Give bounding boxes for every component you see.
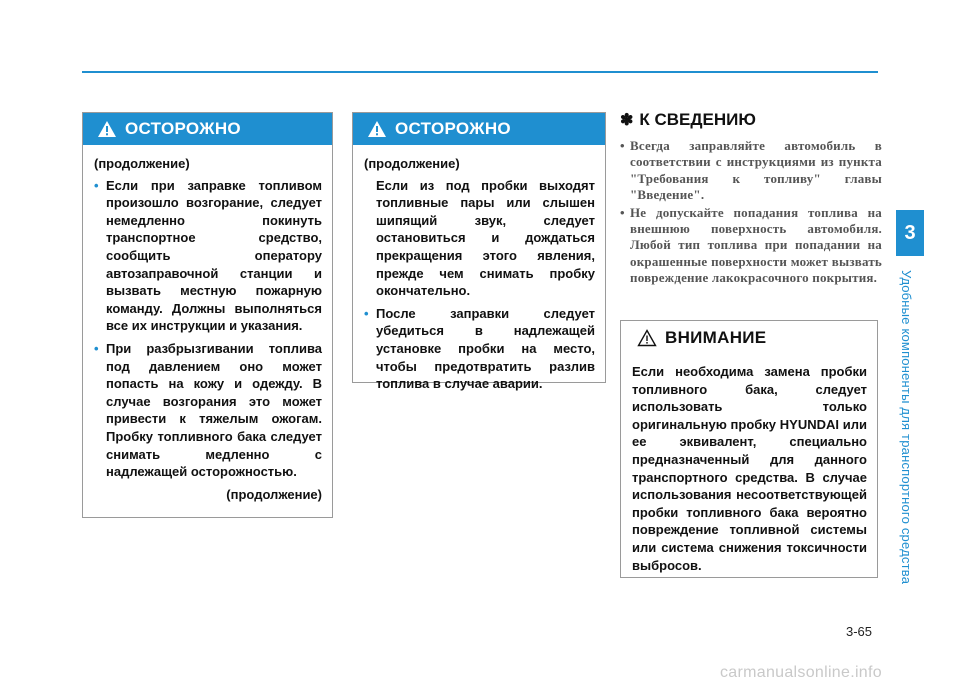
caution-2-continuation: Если из под пробки выходят топливные пары или слышен шипящий звук, следует остановиться и дождаться прекращения этого явления, прежде чем снимать пробку окончательно. — [376, 177, 595, 299]
notice-bullet-1: • Всегда заправляйте автомобиль в соответствии с инструкциями из пункта "Требования к топливу" главы "Введение". — [620, 138, 882, 204]
notice-bullet-2: • Не допускайте попадания топлива на внешнюю поверхность автомобиля. Любой тип топлива при попадании на окрашенные поверхности может вызвать повреждение лакокрасочного покрытия. — [620, 205, 882, 287]
notice-title: К СВЕДЕНИЮ — [639, 110, 756, 129]
caution-box-2-heading: ОСТОРОЖНО — [395, 119, 511, 138]
page-number: 3-65 — [846, 624, 873, 639]
caution-box-1 — [82, 112, 333, 518]
caution-box-2-header — [353, 113, 605, 145]
warning-triangle-icon — [367, 120, 387, 138]
warning-triangle-icon — [97, 120, 117, 138]
chapter-title: Удобные компоненты для транспортного средства — [899, 270, 914, 585]
top-rule — [82, 71, 878, 73]
caution-1-bullet-1: • Если при заправке топливом произошло возгорание, следует немедленно покинуть транспортное средство, сообщить оператору автозаправочной станции и вызвать местную пожарную команду. Должны выполняться все их инструкции и указания. — [94, 177, 322, 335]
watermark: carmanualsonline.info — [720, 664, 882, 681]
continued-label: (продолжение) — [94, 156, 190, 171]
notice-section — [620, 110, 882, 288]
continued-label: (продолжение) — [364, 156, 460, 171]
continued-label-bottom: (продолжение) — [226, 486, 322, 502]
attention-text: Если необходима замена пробки топливного бака, следует использовать только оригинальную пробку HYUNDAI или ее эквивалент, специально предназначенный для данного транспортного средства. В случае использования несоответствующей пробки топливного бака вероятно повреждение топливной системы или система снижения токсичности выбросов. — [632, 364, 867, 573]
attention-box — [620, 320, 878, 578]
caution-1-bullet-2: • При разбрызгивании топлива под давлением оно может попасть на кожу и одежду. В случае возгорания это может привести к тяжелым ожогам. Пробку топливного бака следует снимать медленно с надлежащей осторожностью. — [94, 340, 322, 481]
caution-box-2 — [352, 112, 606, 392]
caution-2-bullet-1: • После заправки следует убедиться в надлежащей установке пробки на место, чтобы предотвратить разлив топлива в случае аварии. — [364, 305, 595, 393]
caution-box-1-header — [83, 113, 332, 145]
chapter-number: 3 — [896, 210, 924, 256]
attention-box-header — [621, 321, 877, 355]
caution-triangle-icon — [637, 329, 657, 347]
notice-star-icon: ✽ — [620, 112, 634, 129]
attention-heading: ВНИМАНИЕ — [665, 328, 767, 347]
chapter-tab — [896, 210, 924, 585]
caution-box-1-heading: ОСТОРОЖНО — [125, 119, 241, 138]
